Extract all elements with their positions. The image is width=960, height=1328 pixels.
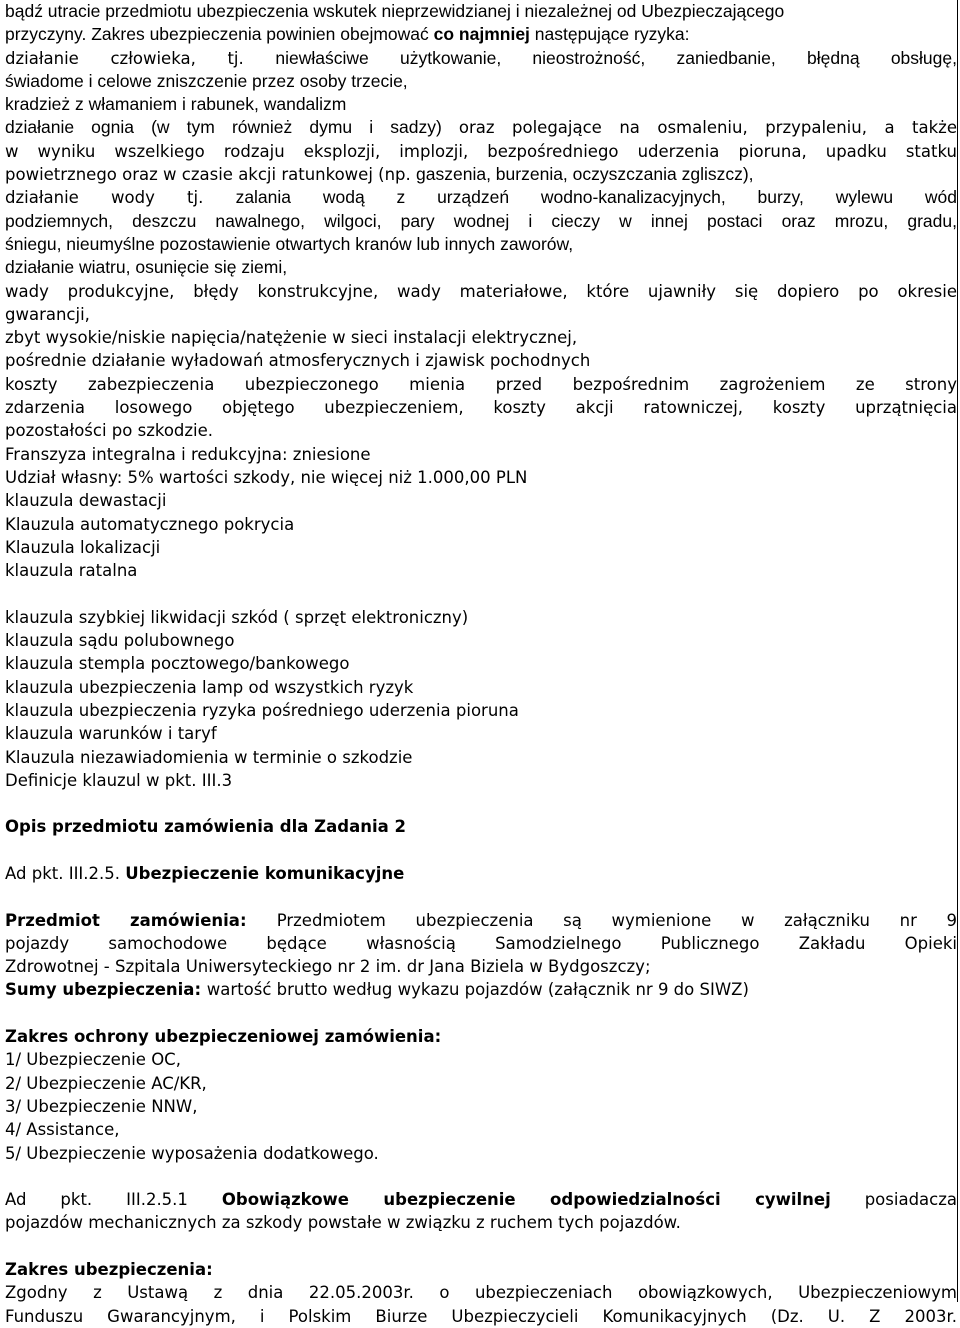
list-item: 1/ Ubezpieczenie OC, bbox=[5, 1050, 181, 1070]
clause-item: klauzula stempla pocztowego/bankowego bbox=[5, 654, 350, 674]
clause-item: Klauzula niezawiadomienia w terminie o szkodzie bbox=[5, 747, 413, 767]
text-line: Franszyza integralna i redukcyjna: zniesione bbox=[5, 444, 371, 464]
text-line: Sumy ubezpieczenia: wartość brutto według wykazu pojazdów (załącznik nr 9 do SIWZ) bbox=[5, 980, 749, 1000]
clause-item: Klauzula automatycznego pokrycia bbox=[5, 514, 295, 534]
list-item: 3/ Ubezpieczenie NNW, bbox=[5, 1096, 198, 1116]
list-item: 2/ Ubezpieczenie AC/KR, bbox=[5, 1073, 207, 1093]
text-line: Zgodny z Ustawą z dnia 22.05.2003r. o ubezpieczeniach obowiązkowych, Ubezpieczeniowym bbox=[5, 1283, 957, 1303]
scope-heading: Zakres ochrony ubezpieczeniowej zamówienia: bbox=[5, 1027, 442, 1047]
list-item: 4/ Assistance, bbox=[5, 1120, 120, 1140]
text-line: Zdrowotnej - Szpitala Uniwersyteckiego nr 2 im. dr Jana Biziela w Bydgoszczy; bbox=[5, 957, 651, 977]
text-line: pojazdów mechanicznych za szkody powstałe w związku z ruchem tych pojazdów. bbox=[5, 1213, 681, 1233]
spacer bbox=[5, 1235, 957, 1258]
text-line: pojazdy samochodowe będące własnością Samodzielnego Publicznego Zakładu Opieki bbox=[5, 933, 957, 953]
spacer bbox=[5, 1165, 957, 1188]
text-line: koszty zabezpieczenia ubezpieczonego mienia przed bezpośrednim zagrożeniem ze strony bbox=[5, 374, 957, 394]
clause-item: klauzula ratalna bbox=[5, 561, 138, 581]
clause-item: klauzula ubezpieczenia ryzyka pośredniego uderzenia pioruna bbox=[5, 700, 519, 720]
page-border-line bbox=[957, 0, 958, 1302]
text-line: zbyt wysokie/niskie napięcia/natężenie w sieci instalacji elektrycznej, bbox=[5, 328, 578, 348]
spacer bbox=[5, 885, 957, 908]
spacer bbox=[5, 839, 957, 862]
spacer bbox=[5, 582, 957, 605]
text-line: śniegu, nieumyślne pozostawienie otwartych kranów lub innych zaworów, bbox=[5, 233, 574, 254]
scope-heading: Zakres ubezpieczenia: bbox=[5, 1260, 213, 1280]
clause-item: klauzula dewastacji bbox=[5, 491, 167, 511]
section-heading: Opis przedmiotu zamówienia dla Zadania 2 bbox=[5, 817, 406, 837]
text-line: pośrednie działanie wyładowań atmosferycznych i zjawisk pochodnych bbox=[5, 351, 591, 371]
text-line: wady produkcyjne, błędy konstrukcyjne, wady materiałowe, które ujawniły się dopiero po okresie bbox=[5, 281, 957, 301]
text-line: działanie ognia (w tym również dymu i sadzy) oraz polegające na osmaleniu, przypaleniu, a także bbox=[5, 117, 957, 138]
text-line: kradzież z włamaniem i rabunek, wandalizm bbox=[5, 94, 347, 115]
text-line: bądź utracie przedmiotu ubezpieczenia wskutek nieprzewidzianej i niezależnej od Ubezpieczającego bbox=[5, 1, 785, 21]
text-line: pozostałości po szkodzie. bbox=[5, 421, 214, 441]
text-line: gwarancji, bbox=[5, 304, 90, 324]
clause-item: klauzula warunków i taryf bbox=[5, 724, 217, 744]
text-line: w wyniku wszelkiego rodzaju eksplozji, implozji, bezpośredniego uderzenia pioruna, upadku statku bbox=[5, 141, 957, 161]
text-line: przyczyny. Zakres ubezpieczenia powinien obejmować co najmniej następujące ryzyka: bbox=[5, 24, 690, 45]
text-line: Przedmiot zamówienia: Przedmiotem ubezpieczenia są wymienione w załączniku nr 9 bbox=[5, 910, 957, 930]
clause-item: Definicje klauzul w pkt. III.3 bbox=[5, 770, 233, 790]
text-line: podziemnych, deszczu nawalnego, wilgoci, pary wodnej i cieczy w innej postaci oraz mrozu, gradu, bbox=[5, 210, 957, 231]
text-line: Funduszu Gwarancyjnym, i Polskim Biurze Ubezpieczycieli Komunikacyjnych (Dz. U. Z 2003r. bbox=[5, 1306, 957, 1326]
text-line: Ad pkt. III.2.5.1 Obowiązkowe ubezpieczenie odpowiedzialności cywilnej posiadacza bbox=[5, 1190, 957, 1210]
clause-item: klauzula sądu polubownego bbox=[5, 631, 235, 651]
list-item: 5/ Ubezpieczenie wyposażenia dodatkowego. bbox=[5, 1143, 379, 1163]
spacer bbox=[5, 1002, 957, 1025]
text-line: świadome i celowe zniszczenie przez osoby trzecie, bbox=[5, 70, 408, 91]
clause-item: klauzula szybkiej likwidacji szkód ( sprzęt elektroniczny) bbox=[5, 607, 469, 627]
text-line: zdarzenia losowego objętego ubezpieczeniem, koszty akcji ratowniczej, koszty uprzątnięcia bbox=[5, 398, 957, 418]
text-line: powietrznego oraz w czasie akcji ratunkowej (np. gaszenia, burzenia, oczyszczania zgliszcz), bbox=[5, 164, 754, 185]
spacer bbox=[5, 792, 957, 815]
clause-item: klauzula ubezpieczenia lamp od wszystkich ryzyk bbox=[5, 677, 414, 697]
document-page bbox=[5, 0, 957, 1328]
text-line: działanie wiatru, osunięcie się ziemi, bbox=[5, 257, 288, 278]
subsection-heading: Ad pkt. III.2.5. Ubezpieczenie komunikacyjne bbox=[5, 863, 405, 883]
text-line: Udział własny: 5% wartości szkody, nie więcej niż 1.000,00 PLN bbox=[5, 467, 528, 487]
clause-item: Klauzula lokalizacji bbox=[5, 537, 161, 557]
text-line: działanie człowieka, tj. niewłaściwe użytkowanie, nieostrożność, zaniedbanie, błędną obsługę, bbox=[5, 47, 957, 68]
text-line: działanie wody tj. zalania wodą z urządzeń wodno-kanalizacyjnych, burzy, wylewu wód bbox=[5, 187, 957, 208]
